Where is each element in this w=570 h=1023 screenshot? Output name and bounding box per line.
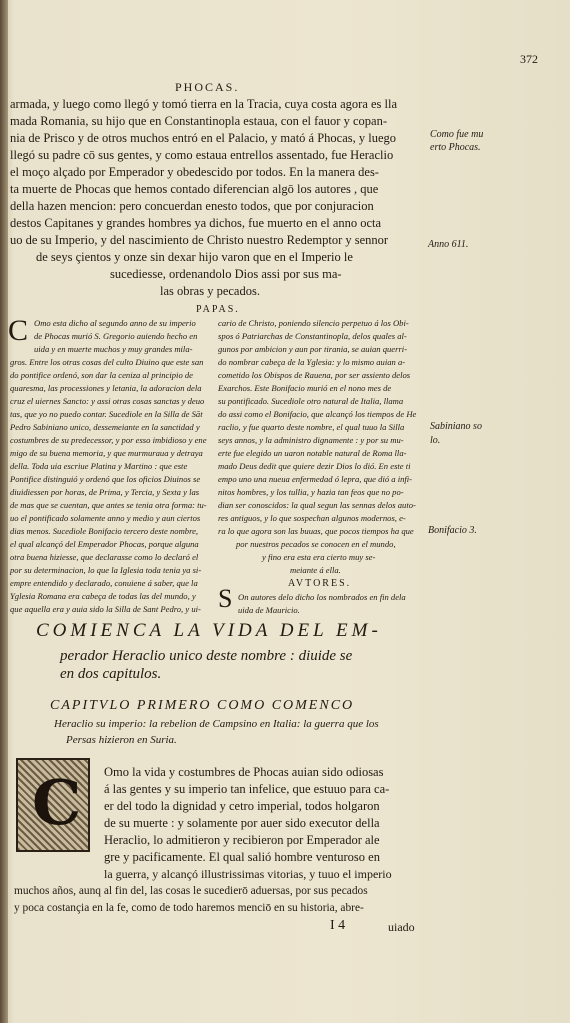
text-line: por nuestros pecados se conocen en el mundo,: [236, 539, 396, 549]
text-line: tas, que yo no puedo contar. Sucediole en la Silla de Sāt: [10, 409, 203, 419]
capitulo-heading: CAPITVLO PRIMERO COMO COMENCO: [50, 698, 355, 713]
text-line: el moço alçado por Emperador y obedescido por todos. En la manera des-: [10, 165, 379, 179]
running-head: PHOCAS.: [175, 80, 240, 94]
decorated-initial-image: [16, 758, 90, 852]
text-line: costumbres de su predecessor, y por esso imbidioso y ene: [10, 435, 207, 445]
text-line: uida de Mauricio.: [238, 605, 300, 615]
text-line: cometido los Obispos de Rauena, por ser assiento delos: [218, 370, 411, 380]
text-line: nitos hombres, y los tullia, y hazia tan feos que no po-: [218, 487, 404, 497]
text-line: dian ser conoscidos: la qual segun las sennas delos auto-: [218, 500, 416, 510]
papas-heading: PAPAS.: [196, 304, 240, 315]
text-line: della. Toda uia escriue Platina y Martino : que este: [10, 461, 188, 471]
text-line: er del todo la dignidad y cetro imperial, todos holgaron: [104, 799, 380, 813]
folio-number: 372: [520, 52, 538, 66]
text-line: Pontifice distinguió y ordenó que los oficios Diuinos se: [10, 474, 201, 484]
text-line: Pedro Sabiniano unico, dessemeiante en la sanctidad y: [10, 422, 200, 432]
text-line: la guerra, y alcançó illustrissimas vitorias, y tuuo el imperio: [104, 867, 392, 881]
text-line: gros. Entre los otras cosas del culto Diuino que este san: [10, 357, 204, 367]
capitulo-summary: Persas hizieron en Suria.: [66, 734, 177, 746]
text-line: á las gentes y su imperio tan infelice, que estuuo para ca-: [104, 782, 390, 796]
chapter-subtitle: en dos capitulos.: [60, 666, 162, 682]
text-line: raclio, y fue quarto deste nombre, el qual tuuo la Silla: [218, 422, 405, 432]
text-line: y poca costançia en la fe, como de todo haremos menciō en su historia, abre-: [14, 902, 364, 914]
text-line: las obras y pecados.: [160, 284, 260, 298]
text-line: de seys çientos y onze sin dexar hijo varon que en el Imperio le: [36, 250, 353, 264]
chapter-title: COMIENCA LA VIDA DEL EM-: [36, 620, 382, 641]
margin-note: Como fue mu: [430, 129, 484, 140]
chapter-subtitle: perador Heraclio unico deste nombre : diuide se: [60, 648, 353, 664]
text-line: nia de Prisco y de otros muchos entró en el Palacio, y mató á Phocas, y luego: [10, 131, 397, 145]
signature-mark: I 4: [330, 918, 346, 933]
text-line: su pontificado. Sucediole otro natural de Italia, llama: [218, 396, 404, 406]
autores-heading: AVTORES.: [288, 578, 352, 589]
initial-letter: C: [32, 766, 82, 839]
text-line: muchos años, aunq al fin del, las cosas le sucedierō aduersas, por sus pecados: [14, 885, 368, 897]
text-line: de su muerte : y solamente por auer sido executor della: [104, 816, 380, 830]
text-line: migo de su buena memoria, y que murmuraua y detraya: [10, 448, 203, 458]
text-line: cario de Christo, poniendo silencio perpetuo á los Obi-: [218, 318, 409, 328]
capitulo-summary: Heraclio su imperio: la rebelion de Campsino en Italia: la guerra que los: [54, 718, 379, 730]
margin-note: Sabiniano so: [430, 421, 482, 432]
text-line: que aquella era y auia sido la Silla de Sant Pedro, y ui-: [10, 604, 201, 614]
text-line: llegó su padre cō sus gentes, y como estaua entrellos assentado, fue Heraclio: [10, 148, 394, 162]
text-line: meiante á ella.: [290, 565, 341, 575]
text-line: por su determinacion, lo que la Iglesia toda tenia ya si-: [10, 565, 202, 575]
margin-note: lo.: [430, 435, 441, 446]
text-line: ta muerte de Phocas que hemos contado diferencian algō los autores , que: [10, 182, 379, 196]
text-line: Omo esta dicho al segundo anno de su imperio: [34, 318, 196, 328]
text-line: do pontifice ordenó, son dar la ceniza al principio de: [10, 370, 193, 380]
text-line: do assi como el Bonifacio, que alcançó los tiempos de He: [218, 409, 417, 419]
text-line: diuidiessen por horas, de Prima, y Tercia, y Sexta y las: [10, 487, 200, 497]
margin-note: erto Phocas.: [430, 142, 481, 153]
text-line: destos Capitanes y grandes hombres ya dichos, fue muerto en el anno octa: [10, 216, 382, 230]
drop-capital: S: [218, 584, 233, 613]
text-line: seys annos, y la administro dignamente : y por su mu-: [218, 435, 404, 445]
text-line: de mas que se cuentan, que antes se tenia otra forma: tu-: [10, 500, 207, 510]
text-line: On autores delo dicho los nombrados en fin dela: [238, 592, 406, 602]
text-line: armada, y luego como llegó y tomó tierra en la Tracia, cuya costa agora es lla: [10, 97, 398, 111]
text-line: mada Romania, su hijo que en Constantinopla estaua, con el fauor y copan-: [10, 114, 387, 128]
text-line: y fino era esta era cierto muy se-: [262, 552, 376, 562]
text-line: empo uno una nueua enfermedad ó lepra, que dió a infi-: [218, 474, 413, 484]
text-line: Heraclio, lo admitieron y recibieron por Emperador ale: [104, 833, 380, 847]
text-line: uo de su Imperio, y del nascimiento de Christo nuestro Redemptor y sennor: [10, 233, 389, 247]
text-line: erte fue elegido un uaron notable natural de Roma lla-: [218, 448, 407, 458]
text-line: de Phocas murió S. Gregorio auiendo hecho en: [34, 331, 198, 341]
text-line: mado Deus dedit que quiere dezir Dios lo dió. En este ti: [218, 461, 411, 471]
text-line: gre y pacificamente. El qual salió hombre venturoso en: [104, 850, 380, 864]
text-line: sucediesse, ordenandolo Dios assi por sus ma-: [110, 267, 342, 281]
text-line: ra lo que agora son las buuas, que pocos tiempos ha que: [218, 526, 414, 536]
text-line: uo el pontificado solamente anno y medio y aun ciertos: [10, 513, 201, 523]
text-line: spos ó Patriarchas de Constantinopla, delos quales al-: [218, 331, 407, 341]
text-line: res antiguos, y lo que sospechan algunos modernos, e-: [218, 513, 406, 523]
text-line: Omo la vida y costumbres de Phocas auian sido odiosas: [104, 765, 384, 779]
catchword: uiado: [388, 920, 415, 934]
text-line: della hazen mencion: pero concuerdan enesto todos, que por conjuracion: [10, 199, 374, 213]
text-line: do nombrar cabeça de la Yglesia: y lo mismo auian a-: [218, 357, 406, 367]
margin-note: Anno 611.: [428, 239, 469, 250]
text-line: quaresma, las processiones y letania, la adoracion dela: [10, 383, 202, 393]
margin-note: Bonifacio 3.: [428, 525, 477, 536]
text-line: gunos por ambicion y aun por tirania, se auian querri-: [218, 344, 408, 354]
drop-capital: C: [8, 314, 29, 347]
text-line: cruz el uiernes Sancto: y assi otras cosas sanctas y deuo: [10, 396, 205, 406]
text-line: el qual alcançó del Emperador Phocas, porque alguna: [10, 539, 199, 549]
book-binding: [0, 0, 8, 1023]
text-line: Exarchos. Este Bonifacio murió en el nono mes de: [218, 383, 392, 393]
text-line: empre entendido y declarado, conuiene á saber, que la: [10, 578, 198, 588]
text-line: uida y en muerte muchos y muy grandes mila-: [34, 344, 193, 354]
text-line: dias menos. Sucediole Bonifacio tercero deste nombre,: [10, 526, 199, 536]
text-line: otra buena hiziesse, que declarasse como lo declaró el: [10, 552, 199, 562]
text-line: Yglesia Romana era cabeça de todas las del mundo, y: [10, 591, 196, 601]
